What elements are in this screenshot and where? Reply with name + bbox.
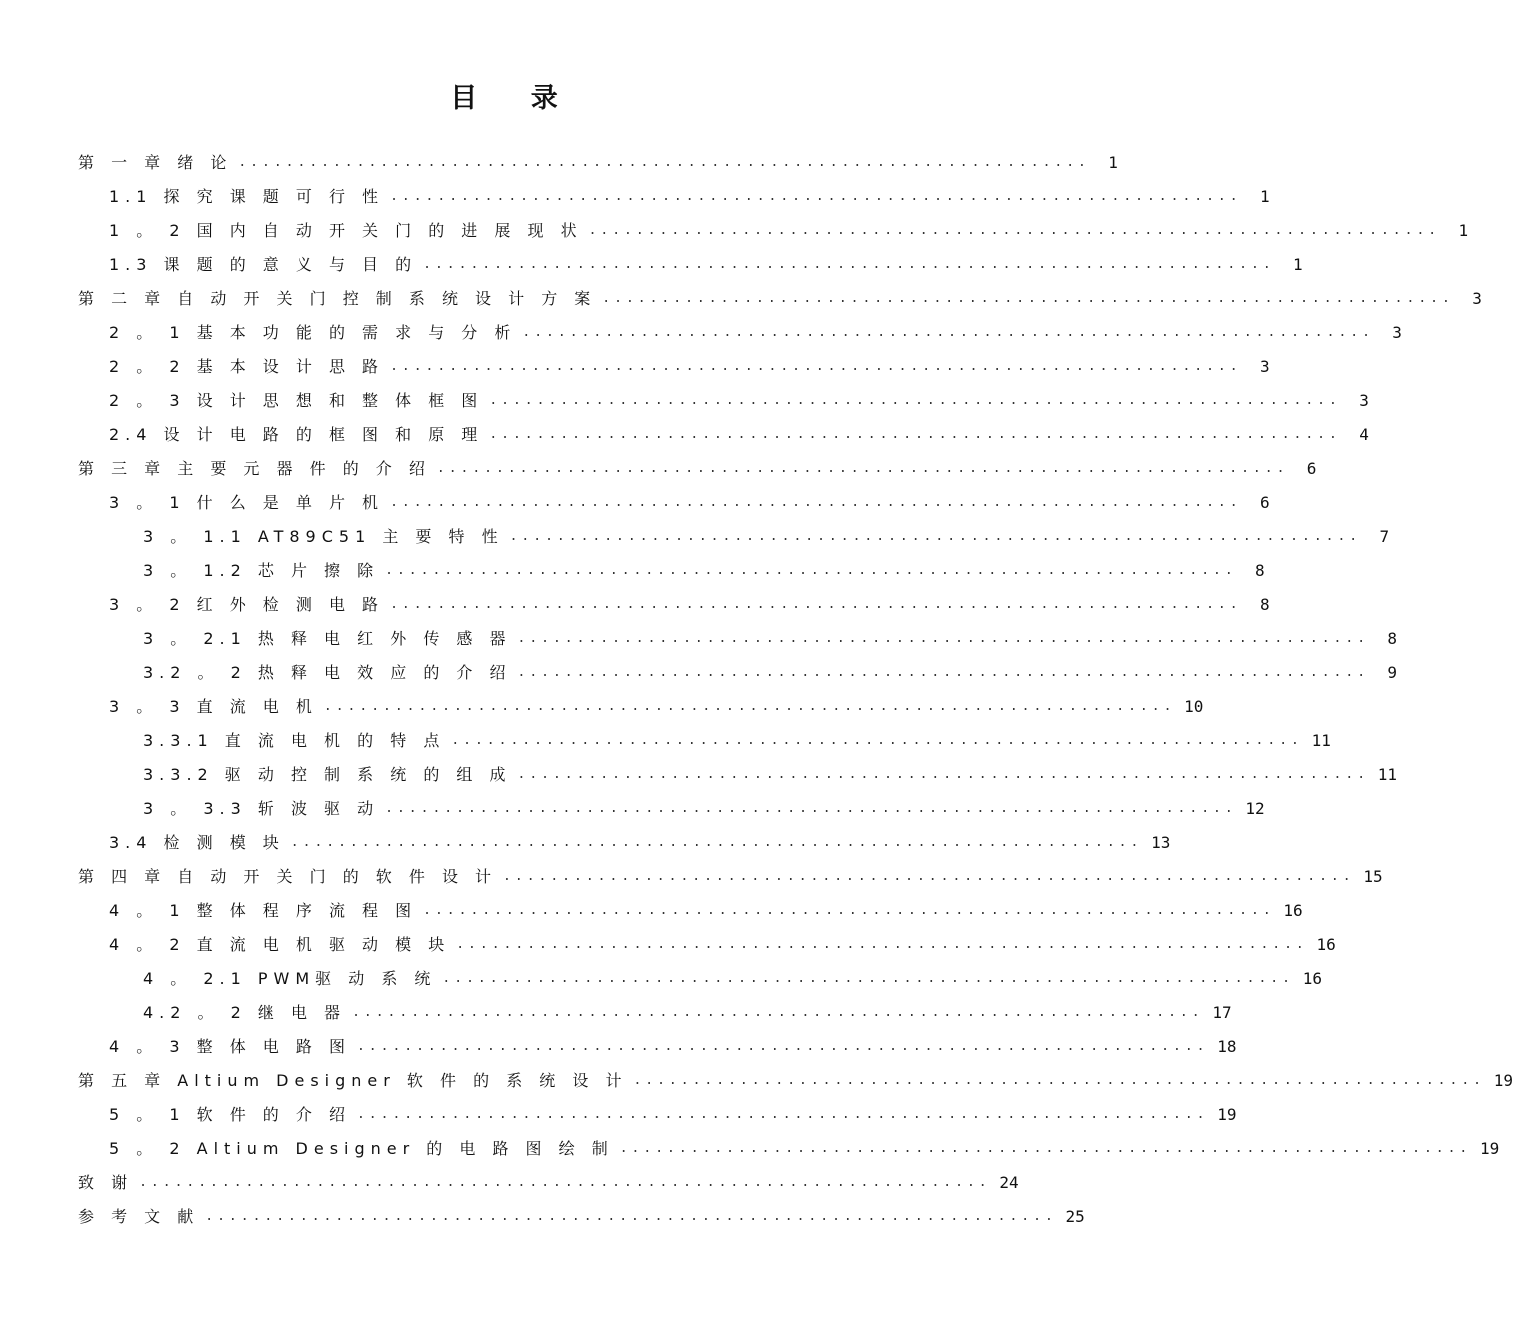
toc-entry-label: 第 四 章 自 动 开 关 门 的 软 件 设 计 [78,867,498,886]
toc-entry-page: 4 [1359,425,1369,444]
toc-entry-label: 参 考 文 献 [78,1207,200,1226]
dot-leader: ........................................................................ [442,971,1294,986]
toc-entry-page: 3 [1392,323,1402,342]
toc-entry-page: 25 [1065,1207,1085,1226]
toc-entry-label: 3 。 2.1 热 释 电 红 外 传 感 器 [143,629,512,648]
dot-leader: ........................................................................ [522,325,1374,340]
toc-entry[interactable] [109,1030,1237,1064]
toc-entry-page: 3 [1472,289,1482,308]
dot-leader: ........................................................................ [489,427,1341,442]
toc-entry-page: 16 [1283,901,1303,920]
toc-entry-label: 4 。 3 整 体 电 路 图 [109,1037,351,1056]
toc-entry-label: 2 。 2 基 本 设 计 思 路 [109,357,385,376]
toc-entry-page: 15 [1363,867,1383,886]
toc-entry-label: 第 二 章 自 动 开 关 门 控 制 系 统 设 计 方 案 [78,289,597,308]
toc-entry-page: 16 [1316,935,1336,954]
dot-leader: ........................................................................ [290,835,1143,850]
toc-entry-label: 3 。 1 什 么 是 单 片 机 [109,493,385,512]
toc-entry-page: 1 [1458,221,1469,240]
toc-entry-label: 3 。 3 直 流 电 机 [109,697,318,716]
toc-entry[interactable] [109,690,1204,724]
toc-entry-label: 第 一 章 绪 论 [78,153,233,172]
toc-entry-label: 4 。 2 直 流 电 机 驱 动 模 块 [109,935,451,954]
toc-entry[interactable] [78,860,1383,894]
toc-entry-label: 1.1 探 究 课 题 可 行 性 [109,187,385,206]
toc-entry[interactable] [78,1064,1513,1098]
page-title: 目 录 [450,83,580,114]
dot-leader: ........................................................................ [139,1175,991,1190]
toc-entry-label: 3.2 。 2 热 释 电 效 应 的 介 绍 [143,663,512,682]
toc-entry-label: 3 。 1.2 芯 片 擦 除 [143,561,380,580]
toc-entry-label: 2 。 1 基 本 功 能 的 需 求 与 分 析 [109,323,517,342]
toc-entry[interactable] [78,146,1118,180]
dot-leader: ........................................................................ [205,1209,1057,1224]
dot-leader: ........................................................................ [352,1005,1204,1020]
toc-entry[interactable] [109,1098,1237,1132]
toc-entry-label: 5 。 1 软 件 的 介 绍 [109,1105,351,1124]
toc-entry-page: 19 [1480,1139,1500,1158]
toc-entry-label: 3 。 1.1 AT89C51 主 要 特 性 [143,527,504,546]
dot-leader: ........................................................................ [517,767,1370,782]
toc-entry[interactable] [109,826,1171,860]
toc-entry[interactable] [109,248,1303,282]
toc-entry-page: 1 [1293,255,1303,274]
dot-leader: ........................................................................ [323,699,1176,714]
toc-entry-page: 13 [1151,833,1171,852]
toc-entry-page: 9 [1387,663,1398,682]
toc-entry[interactable] [78,1200,1085,1234]
toc-entry-page: 17 [1212,1003,1232,1022]
toc-entry-page: 19 [1217,1105,1237,1124]
dot-leader: ........................................................................ [390,597,1242,612]
toc-entry[interactable] [78,452,1317,486]
toc-entry[interactable] [109,214,1469,248]
dot-leader: ........................................................................ [423,257,1275,272]
toc-entry[interactable] [143,724,1331,758]
toc-entry[interactable] [78,1166,1019,1200]
toc-entry-page: 11 [1377,765,1398,784]
dot-leader: ........................................................................ [390,189,1242,204]
toc-entry-label: 1.3 课 题 的 意 义 与 目 的 [109,255,418,274]
toc-entry-page: 18 [1217,1037,1237,1056]
toc-entry-label: 1 。 2 国 内 自 动 开 关 门 的 进 展 现 状 [109,221,583,240]
toc-entry[interactable] [143,622,1398,656]
dot-leader: ........................................................................ [602,291,1454,306]
toc-entry-page: 8 [1387,629,1398,648]
toc-entry-label: 3.3.2 驱 动 控 制 系 统 的 组 成 [143,765,512,784]
toc-entry-page: 12 [1245,799,1265,818]
toc-entry-page: 1 [1108,153,1118,172]
toc-entry[interactable] [109,486,1270,520]
dot-leader: ........................................................................ [436,461,1289,476]
dot-leader: ........................................................................ [456,937,1308,952]
dot-leader: ........................................................................ [385,801,1237,816]
toc-entry[interactable] [143,996,1232,1030]
toc-entry-page: 19 [1493,1071,1513,1090]
toc-entry[interactable] [109,928,1336,962]
toc-entry[interactable] [143,656,1398,690]
toc-entry[interactable] [143,758,1398,792]
toc-entry[interactable] [143,520,1390,554]
toc-entry-page: 7 [1379,527,1390,546]
toc-entry[interactable] [109,418,1369,452]
toc-entry-label: 4 。 2.1 PWM驱 动 系 统 [143,969,437,988]
dot-leader: ........................................................................ [509,529,1362,544]
toc-entry[interactable] [109,180,1270,214]
toc-entry-page: 24 [999,1173,1019,1192]
dot-leader: ........................................................................ [451,733,1303,748]
toc-entry-label: 第 三 章 主 要 元 器 件 的 介 绍 [78,459,431,478]
toc-entry[interactable] [109,384,1369,418]
toc-entry-label: 3.3.1 直 流 电 机 的 特 点 [143,731,446,750]
toc-entry-label: 4 。 1 整 体 程 序 流 程 图 [109,901,418,920]
toc-entry-page: 3 [1259,357,1270,376]
toc-entry-page: 11 [1311,731,1331,750]
toc-entry[interactable] [78,282,1482,316]
toc-entry-label: 5 。 2 Altium Designer 的 电 路 图 绘 制 [109,1139,614,1158]
toc-entry-label: 第 五 章 Altium Designer 软 件 的 系 统 设 计 [78,1071,628,1090]
dot-leader: ........................................................................ [489,393,1341,408]
toc-entry[interactable] [109,1132,1500,1166]
toc-entry[interactable] [109,316,1402,350]
dot-leader: ........................................................................ [517,665,1370,680]
toc-entry-page: 16 [1302,969,1322,988]
toc-entry-label: 2.4 设 计 电 路 的 框 图 和 原 理 [109,425,484,444]
toc-entry[interactable] [143,962,1322,996]
dot-leader: ........................................................................ [385,563,1237,578]
dot-leader: ........................................................................ [423,903,1275,918]
dot-leader: ........................................................................ [356,1107,1209,1122]
toc-entry-label: 3 。 3.3 斩 波 驱 动 [143,799,380,818]
dot-leader: ........................................................................ [503,869,1355,884]
toc-entry-page: 1 [1259,187,1270,206]
toc-entry-page: 3 [1359,391,1369,410]
dot-leader: ........................................................................ [633,1073,1485,1088]
toc-entry-page: 10 [1184,697,1204,716]
dot-leader: ........................................................................ [390,359,1242,374]
toc-entry-label: 3.4 检 测 模 块 [109,833,285,852]
toc-entry-label: 2 。 3 设 计 思 想 和 整 体 框 图 [109,391,484,410]
dot-leader: ........................................................................ [390,495,1242,510]
toc-entry-label: 致 谢 [78,1173,134,1192]
toc-entry-label: 3 。 2 红 外 检 测 电 路 [109,595,385,614]
dot-leader: ........................................................................ [356,1039,1209,1054]
toc-entry-page: 8 [1255,561,1265,580]
toc-entry-page: 6 [1259,493,1270,512]
toc-entry[interactable] [109,894,1303,928]
toc-entry[interactable] [109,350,1270,384]
toc-entry[interactable] [109,588,1270,622]
dot-leader: ........................................................................ [517,631,1370,646]
toc-entry-page: 6 [1306,459,1317,478]
toc-entry[interactable] [143,792,1265,826]
dot-leader: ........................................................................ [238,155,1090,170]
toc-entry[interactable] [143,554,1265,588]
toc-entry-label: 4.2 。 2 继 电 器 [143,1003,347,1022]
toc-entry-page: 8 [1259,595,1270,614]
dot-leader: ........................................................................ [619,1141,1472,1156]
dot-leader: ........................................................................ [588,223,1441,238]
